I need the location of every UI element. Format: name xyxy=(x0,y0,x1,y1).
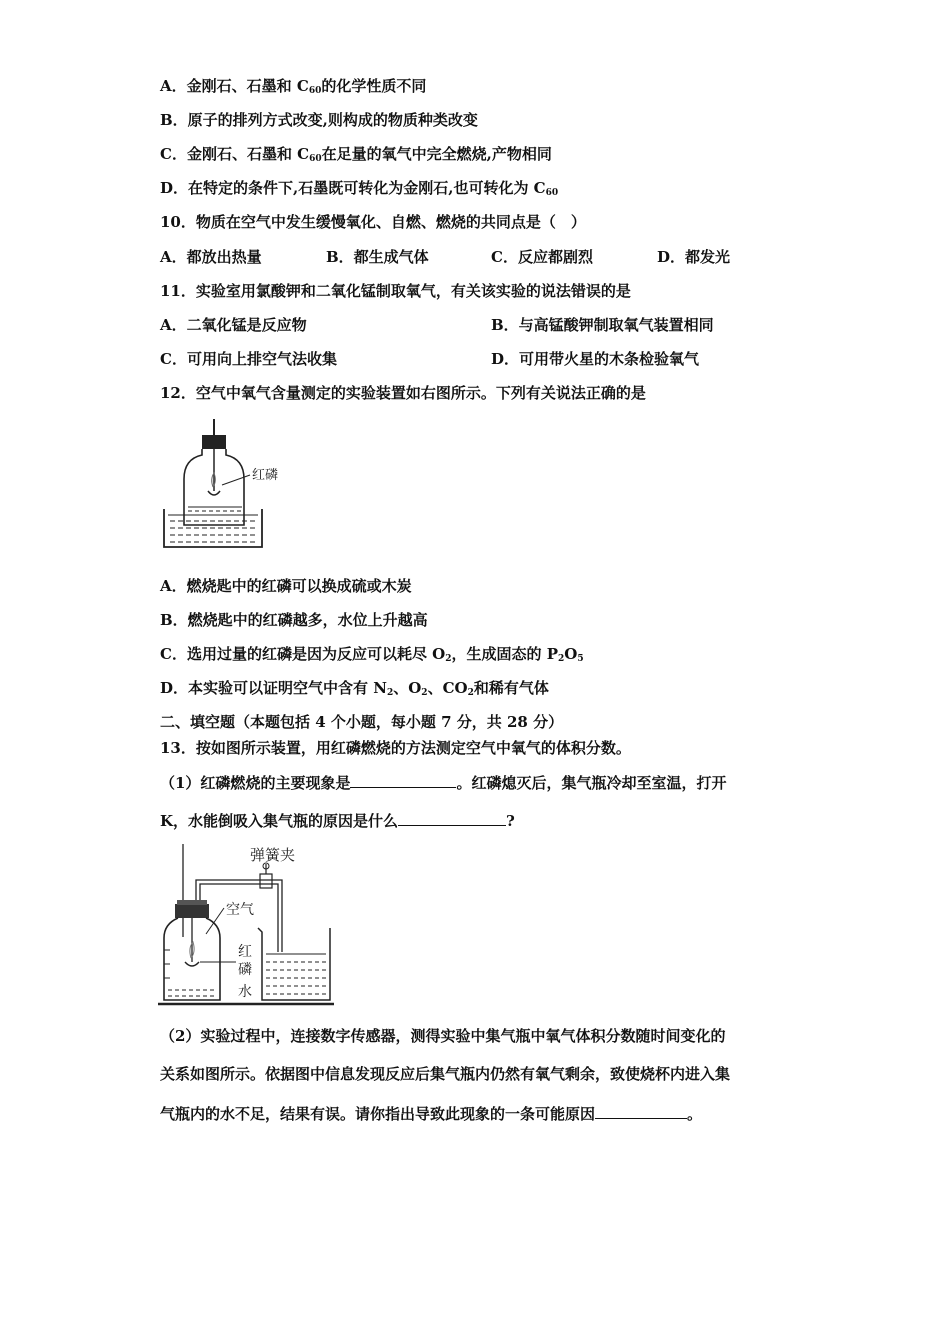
q11-option-d: D．可用带火星的木条检验氧气 xyxy=(491,350,700,368)
q13-part1-line2: K，水能倒吸入集气瓶的原因是什么 ? xyxy=(160,809,515,831)
q13-stem: 13．按如图所示装置，用红磷燃烧的方法测定空气中氧气的体积分数。 xyxy=(160,739,631,757)
q10-option-c: C．反应都剧烈 xyxy=(491,248,593,266)
answer-blank[interactable] xyxy=(350,771,456,788)
q9-option-a: A．金刚石、石墨和 $C_{60}$的化学性质不同 xyxy=(160,77,427,96)
q11-option-b: B．与高锰酸钾制取氧气装置相同 xyxy=(491,316,714,334)
q13-figure-phos-label: 磷 xyxy=(238,962,252,978)
q10-option-a: A．都放出热量 xyxy=(160,248,262,266)
section-heading: 二、填空题（本题包括 4 个小题，每小题 7 分，共 28 分） xyxy=(160,713,564,731)
q13-figure-water-label: 水 xyxy=(238,984,252,1000)
q12-option-b: B．燃烧匙中的红磷越多，水位上升越高 xyxy=(160,611,428,629)
q10-option-d: D．都发光 xyxy=(657,248,731,266)
q13-figure-clamp-label: 弹簧夹 xyxy=(250,846,296,864)
q13-part2-line2: 关系如图所示。依据图中信息发现反应后集气瓶内仍然有氧气剩余，致使烧杯内进入集 xyxy=(160,1065,731,1083)
q12-option-c: C．选用过量的红磷是因为反应可以耗尽 $O_2$，生成固态的 $P_2O_5$ xyxy=(160,645,584,664)
q11-stem: 11．实验室用氯酸钾和二氧化锰制取氧气，有关该实验的说法错误的是 xyxy=(160,282,631,300)
q11-option-c: C．可用向上排空气法收集 xyxy=(160,350,337,368)
q12-figure-label: 红磷 xyxy=(252,468,279,483)
q9-option-d: D．在特定的条件下,石墨既可转化为金刚石,也可转化为 $C_{60}$ xyxy=(160,179,559,198)
q12-apparatus-figure xyxy=(158,415,298,555)
q9-option-c: C．金刚石、石墨和 $C_{60}$在足量的氧气中完全燃烧,产物相同 xyxy=(160,145,552,164)
q10-stem: 10．物质在空气中发生缓慢氧化、自燃、燃烧的共同点是（ ） xyxy=(160,213,586,231)
q12-option-a: A．燃烧匙中的红磷可以换成硫或木炭 xyxy=(160,577,412,595)
q13-part1-line1: （1）红磷燃烧的主要现象是 。红磷熄灭后，集气瓶冷却至室温，打开 xyxy=(160,771,726,793)
q13-part2-line1: （2）实验过程中，连接数字传感器，测得实验中集气瓶中氧气体积分数随时间变化的 xyxy=(160,1027,726,1045)
q13-part2-line3: 气瓶内的水不足，结果有误。请你指出导致此现象的一条可能原因 。 xyxy=(160,1102,702,1124)
q13-figure-red-label: 红 xyxy=(238,944,252,960)
q13-figure-air-label: 空气 xyxy=(226,902,254,918)
q9-option-b: B．原子的排列方式改变,则构成的物质种类改变 xyxy=(160,111,478,129)
q11-option-a: A．二氧化锰是反应物 xyxy=(160,316,307,334)
q10-option-b: B．都生成气体 xyxy=(326,248,429,266)
q12-option-d: D．本实验可以证明空气中含有 $N_2$、$O_2$、$CO_2$和稀有气体 xyxy=(160,679,549,698)
q13-apparatus-figure xyxy=(158,842,338,1007)
answer-blank[interactable] xyxy=(398,809,506,826)
answer-blank[interactable] xyxy=(595,1102,687,1119)
q12-stem: 12．空气中氧气含量测定的实验装置如右图所示。下列有关说法正确的是 xyxy=(160,384,646,402)
